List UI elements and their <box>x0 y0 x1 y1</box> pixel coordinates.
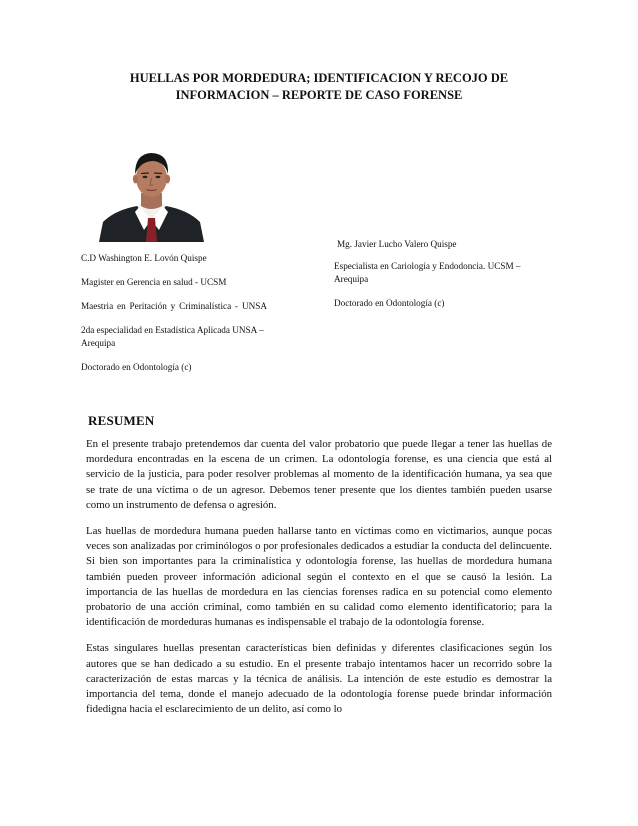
author-right-degree-1: Especialista en Cariología y Endodoncia. UCSM – Arequipa <box>334 261 521 284</box>
paper-title: HUELLAS POR MORDEDURA; IDENTIFICACION Y RECOJO DE INFORMACION – REPORTE DE CASO FORENSE <box>129 71 509 102</box>
abstract-heading: RESUMEN <box>88 413 155 428</box>
author-left-degree-2: Maestria en Peritación y Criminalística - UNSA <box>81 301 267 311</box>
abstract-paragraph-1: En el presente trabajo pretendemos dar cuenta del valor probatorio que puede llegar a tener las huellas de mordedura encontradas en la escena de un crimen. La odontología forense, es una ciencia que está al servicio de la justicia, para poder resolver problemas al momento de la identificación humana, ya sea que se trate de una víctima o de un agresor. Debemos tener presente que los dientes también pueden usarse como un instrumento de defensa o agresión. <box>86 438 552 511</box>
author-left-name: C.D Washington E. Lovón Quispe <box>81 253 207 263</box>
author-right-name: Mg. Javier Lucho Valero Quispe <box>337 239 457 249</box>
abstract-paragraph-2: Las huellas de mordedura humana pueden hallarse tanto en víctimas como en victimarios, aunque pocas veces son analizadas por criminólogos o por profesionales dedicados a estudiar la conducta del delincuente. Si bien son importantes para la criminalística y odontología forense, las huellas de mordedura humana también pueden proveer información adicional según el contexto en el que se causó la lesión. La importancia de las huellas de mordedura en las ciencias forenses radica en su potencial como elemento probatorio de una acción criminal, como también en su calidad como elemento identificatorio; para la identificación de mordeduras humanas es indispensable el trabajo de la odontología forense. <box>86 525 552 629</box>
author-right-block <box>334 238 554 321</box>
abstract-paragraph-3: Estas singulares huellas presentan características bien definidas y diferentes clasificaciones según los autores que se han dedicado a su estudio. En el presente trabajo intentamos hacer un recorrido sobre la caracterización de estas marcas y la técnica de análisis. La intención de este estudio es demostrar la importancia del tema, donde el manejo adecuado de la odontología forense puede brindar información fidedigna hacia el esclarecimiento de un delito, así como lo <box>86 642 552 716</box>
author-left-degree-4: Doctorado en Odontología (c) <box>81 362 192 372</box>
abstract-section <box>86 413 552 728</box>
author-right-degree-2: Doctorado en Odontología (c) <box>334 298 445 308</box>
author-left-degree-1: Magister en Gerencia en salud - UCSM <box>81 277 227 287</box>
author-left-degree-3: 2da especialidad en Estadística Aplicada UNSA – Arequipa <box>81 325 264 348</box>
author-left-block <box>81 252 267 385</box>
author-photo <box>93 148 210 242</box>
